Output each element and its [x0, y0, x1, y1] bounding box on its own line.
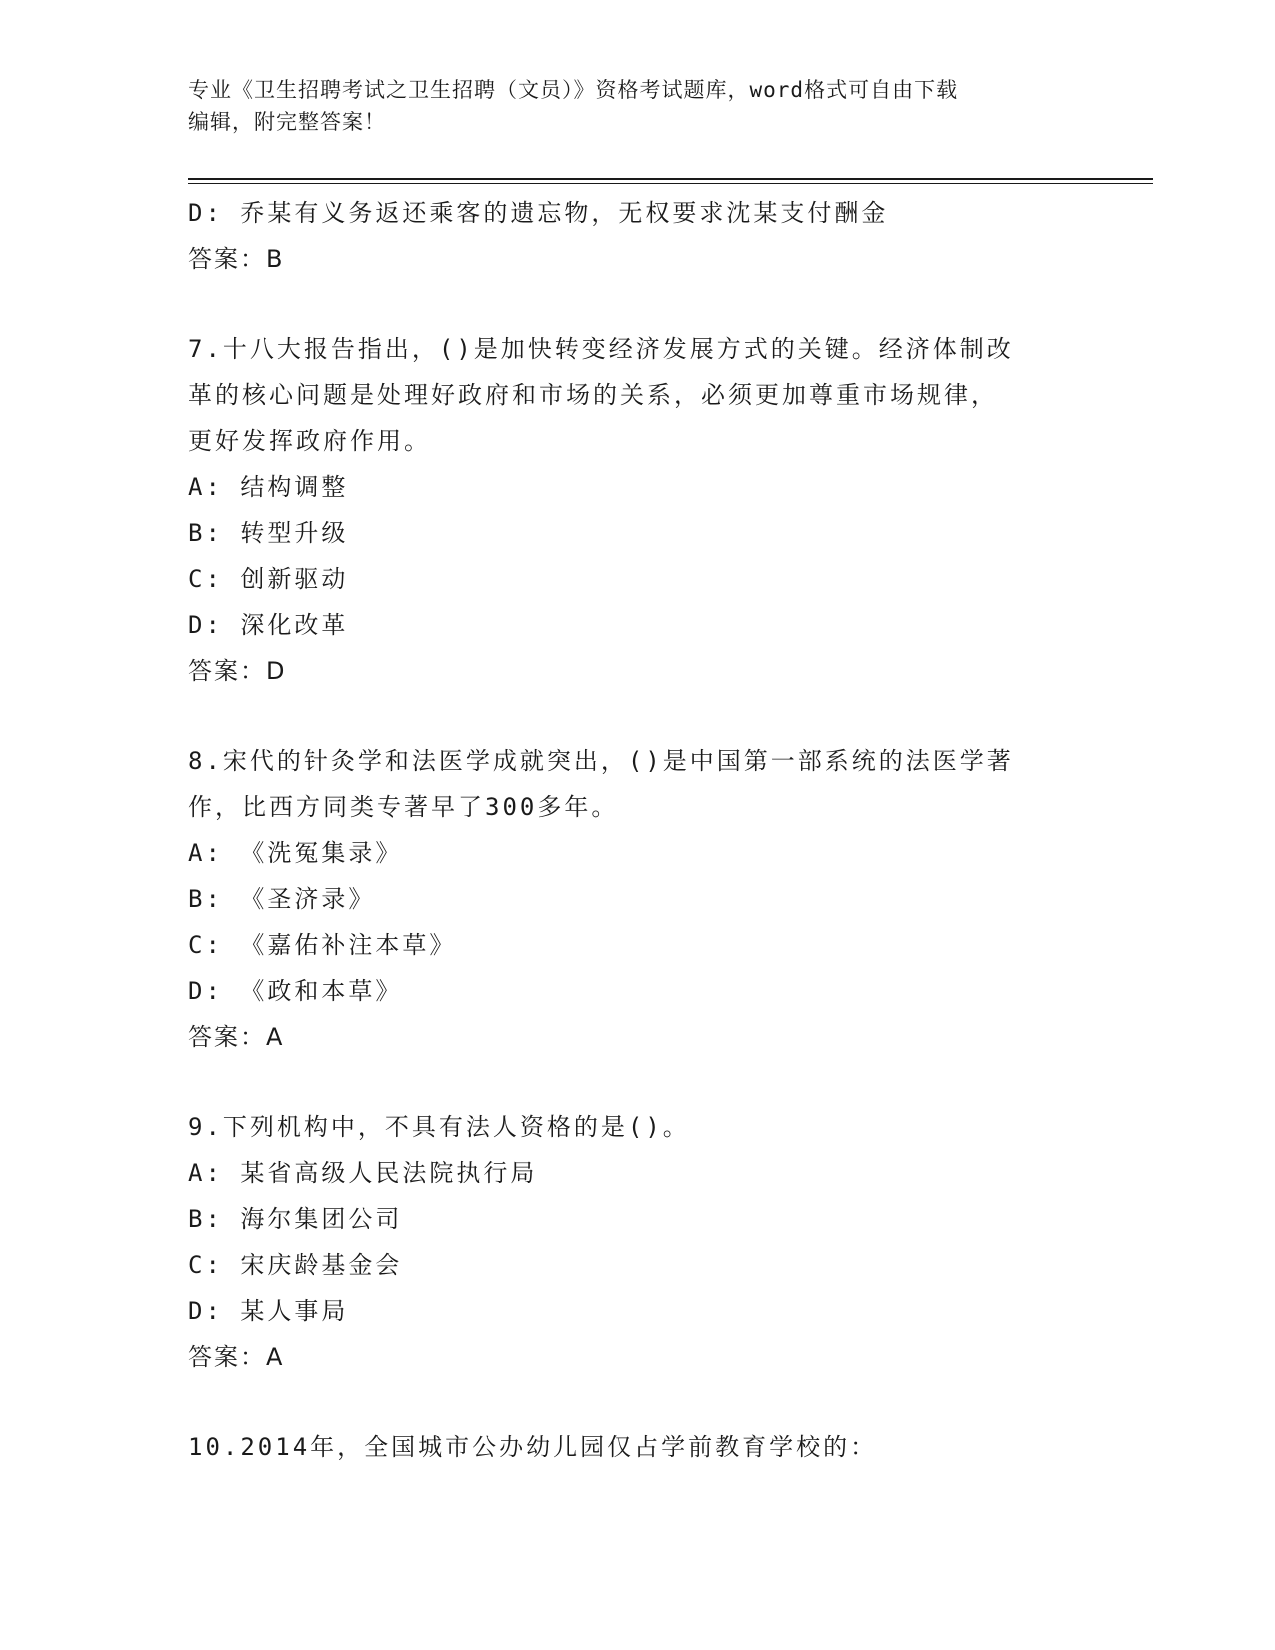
header-divider — [188, 178, 1153, 180]
question-text-line: 革的核心问题是处理好政府和市场的关系，必须更加尊重市场规律， — [188, 381, 998, 409]
spacer — [188, 694, 1068, 738]
answer-line: 答案：D — [188, 657, 287, 685]
question-text-line: 10.2014年，全国城市公办幼儿园仅占学前教育学校的： — [188, 1433, 878, 1461]
question-text-line: 9.下列机构中，不具有法人资格的是()。 — [188, 1113, 690, 1141]
option-d: D: 《政和本草》 — [188, 977, 403, 1005]
question-10 — [188, 1424, 1068, 1470]
answer-line: 答案：A — [188, 1023, 285, 1051]
header-divider-thin — [188, 183, 1153, 184]
option-c: C: 宋庆龄基金会 — [188, 1251, 403, 1279]
answer-line: 答案：B — [188, 245, 285, 273]
document-header — [188, 74, 1068, 138]
option-c: C: 创新驱动 — [188, 565, 349, 593]
spacer — [188, 1380, 1068, 1424]
header-line-1: 专业《卫生招聘考试之卫生招聘（文员）》资格考试题库，word格式可自由下载 — [188, 78, 959, 102]
option-d: D: 乔某有义务返还乘客的遗忘物，无权要求沈某支付酬金 — [188, 199, 889, 227]
question-text-line: 8.宋代的针灸学和法医学成就突出，()是中国第一部系统的法医学著 — [188, 747, 1014, 775]
question-text-line: 7.十八大报告指出，()是加快转变经济发展方式的关键。经济体制改 — [188, 335, 1014, 363]
option-b: B: 转型升级 — [188, 519, 349, 547]
header-line-2: 编辑，附完整答案！ — [188, 110, 386, 134]
option-d: D: 某人事局 — [188, 1297, 349, 1325]
spacer — [188, 1060, 1068, 1104]
option-b: B: 《圣济录》 — [188, 885, 376, 913]
option-a: A: 《洗冤集录》 — [188, 839, 403, 867]
option-a: A: 结构调整 — [188, 473, 349, 501]
option-b: B: 海尔集团公司 — [188, 1205, 403, 1233]
answer-line: 答案：A — [188, 1343, 285, 1371]
question-8 — [188, 738, 1068, 1060]
option-c: C: 《嘉佑补注本草》 — [188, 931, 457, 959]
document-body — [188, 190, 1068, 1470]
question-9 — [188, 1104, 1068, 1380]
question-text-line: 更好发挥政府作用。 — [188, 427, 431, 455]
option-a: A: 某省高级人民法院执行局 — [188, 1159, 538, 1187]
option-d: D: 深化改革 — [188, 611, 349, 639]
question-text-line: 作，比西方同类专著早了300多年。 — [188, 793, 619, 821]
spacer — [188, 282, 1068, 326]
question-7 — [188, 326, 1068, 694]
